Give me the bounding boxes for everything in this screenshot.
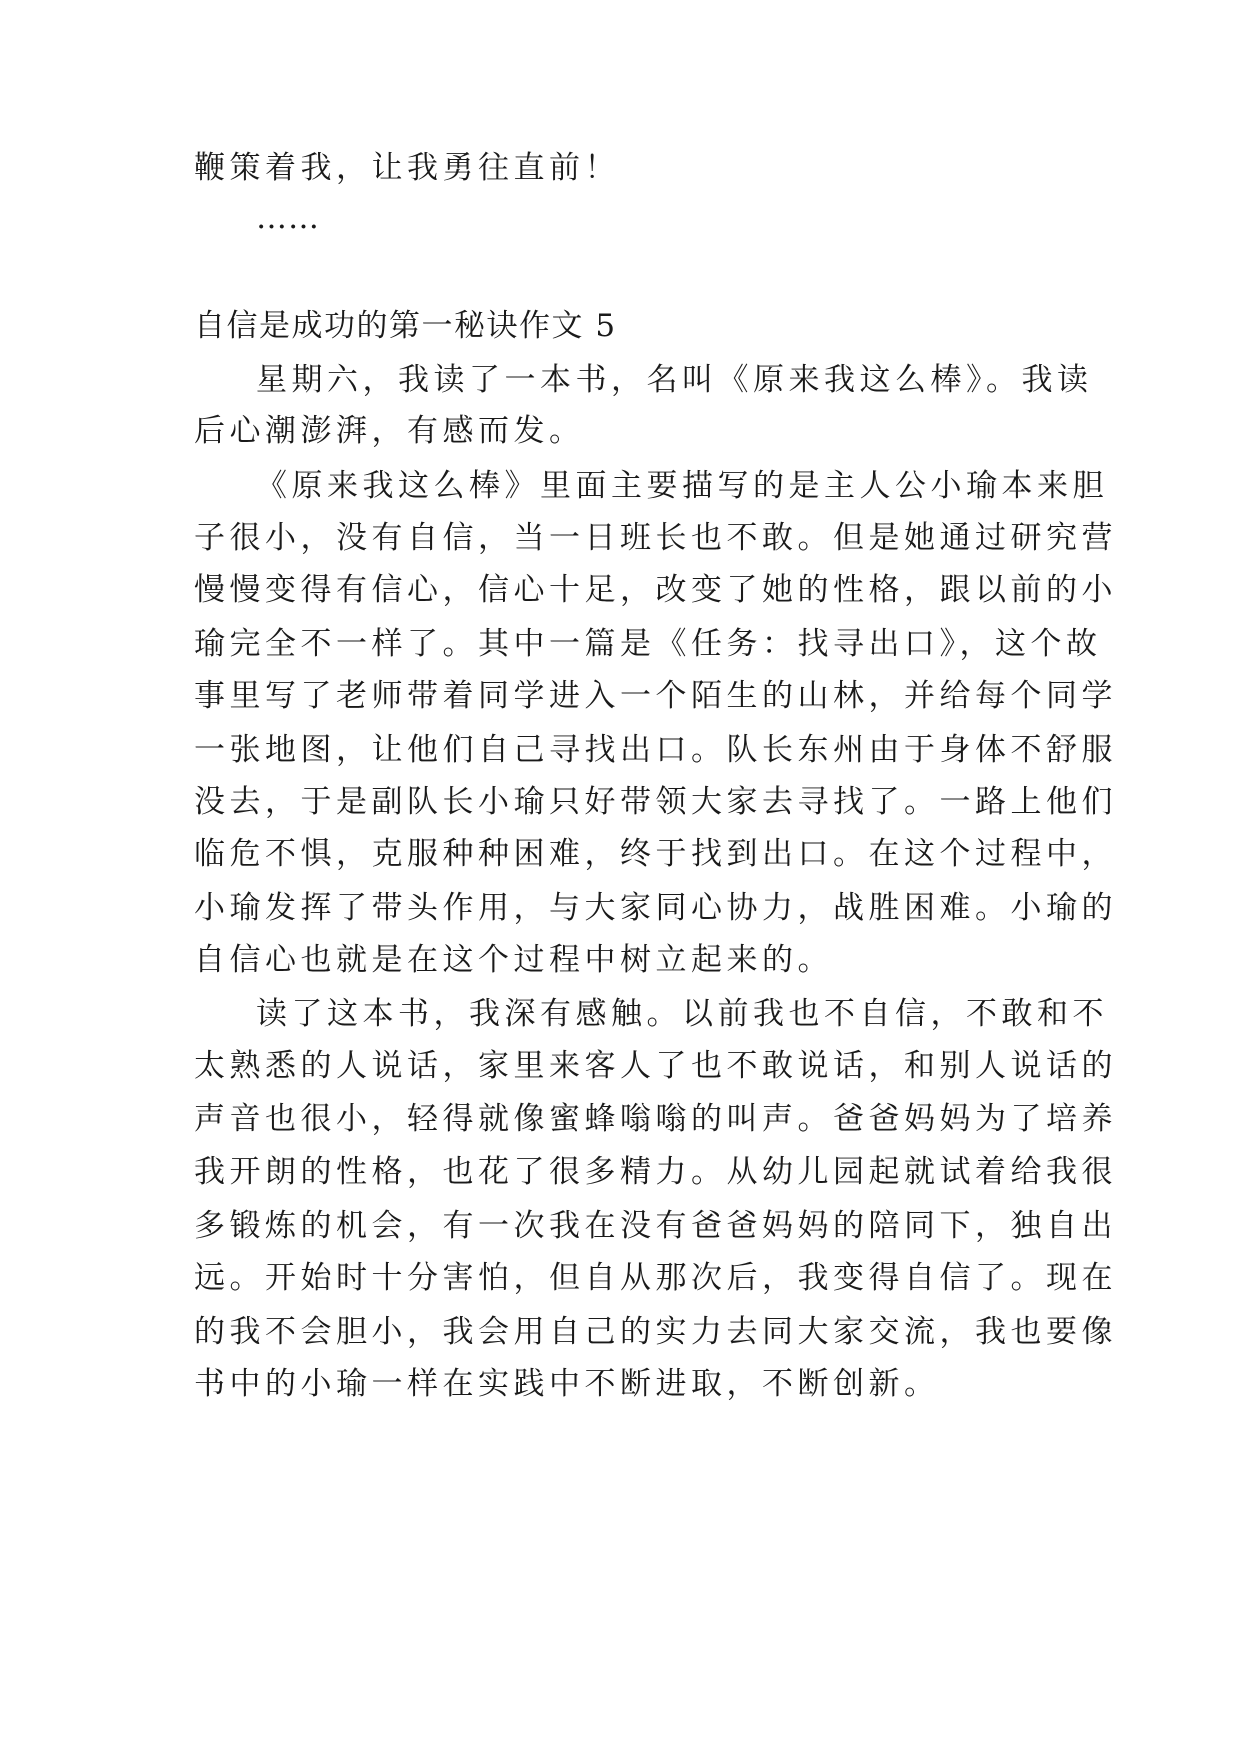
paragraph-2-line-8: 临危不惧，克服种种困难，终于找到出口。在这个过程中，	[194, 836, 1117, 872]
paragraph-2-line-6: 一张地图，让他们自己寻找出口。队长东州由于身体不舒服	[194, 732, 1117, 768]
paragraph-3-line-8: 书中的小瑜一样在实践中不断进取，不断创新。	[194, 1366, 940, 1402]
paragraph-3-line-2: 太熟悉的人说话，家里来客人了也不敢说话，和别人说话的	[194, 1048, 1117, 1084]
paragraph-2-line-7: 没去，于是副队长小瑜只好带领大家去寻找了。一路上他们	[194, 784, 1117, 820]
paragraph-2-line-3: 慢慢变得有信心，信心十足，改变了她的性格，跟以前的小	[194, 572, 1117, 608]
paragraph-3-line-4: 我开朗的性格，也花了很多精力。从幼儿园起就试着给我很	[194, 1154, 1117, 1190]
paragraph-2-line-1: 《原来我这么棒》里面主要描写的是主人公小瑜本来胆	[256, 468, 1108, 504]
paragraph-3-line-7: 的我不会胆小，我会用自己的实力去同大家交流，我也要像	[194, 1314, 1117, 1350]
paragraph-1-line-2: 后心潮澎湃，有感而发。	[194, 413, 585, 449]
paragraph-3-line-3: 声音也很小，轻得就像蜜蜂嗡嗡的叫声。爸爸妈妈为了培养	[194, 1101, 1117, 1137]
section-title: 自信是成功的第一秘诀作文 5	[194, 308, 617, 344]
paragraph-2-line-9: 小瑜发挥了带头作用，与大家同心协力，战胜困难。小瑜的	[194, 890, 1117, 926]
paragraph-2-line-10: 自信心也就是在这个过程中树立起来的。	[194, 942, 833, 978]
continuation-line: 鞭策着我，让我勇往直前！	[194, 150, 620, 186]
paragraph-3-line-5: 多锻炼的机会，有一次我在没有爸爸妈妈的陪同下，独自出	[194, 1208, 1117, 1244]
paragraph-2-line-5: 事里写了老师带着同学进入一个陌生的山林，并给每个同学	[194, 678, 1117, 714]
paragraph-3-line-1: 读了这本书，我深有感触。以前我也不自信，不敢和不	[256, 996, 1108, 1032]
paragraph-3-line-6: 远。开始时十分害怕，但自从那次后，我变得自信了。现在	[194, 1260, 1117, 1296]
paragraph-2-line-4: 瑜完全不一样了。其中一篇是《任务：找寻出口》，这个故	[194, 626, 1102, 662]
paragraph-2-line-2: 子很小，没有自信，当一日班长也不敢。但是她通过研究营	[194, 520, 1117, 556]
ellipsis: ……	[256, 200, 320, 236]
paragraph-1-line-1: 星期六，我读了一本书，名叫《原来我这么棒》。我读	[256, 362, 1093, 398]
